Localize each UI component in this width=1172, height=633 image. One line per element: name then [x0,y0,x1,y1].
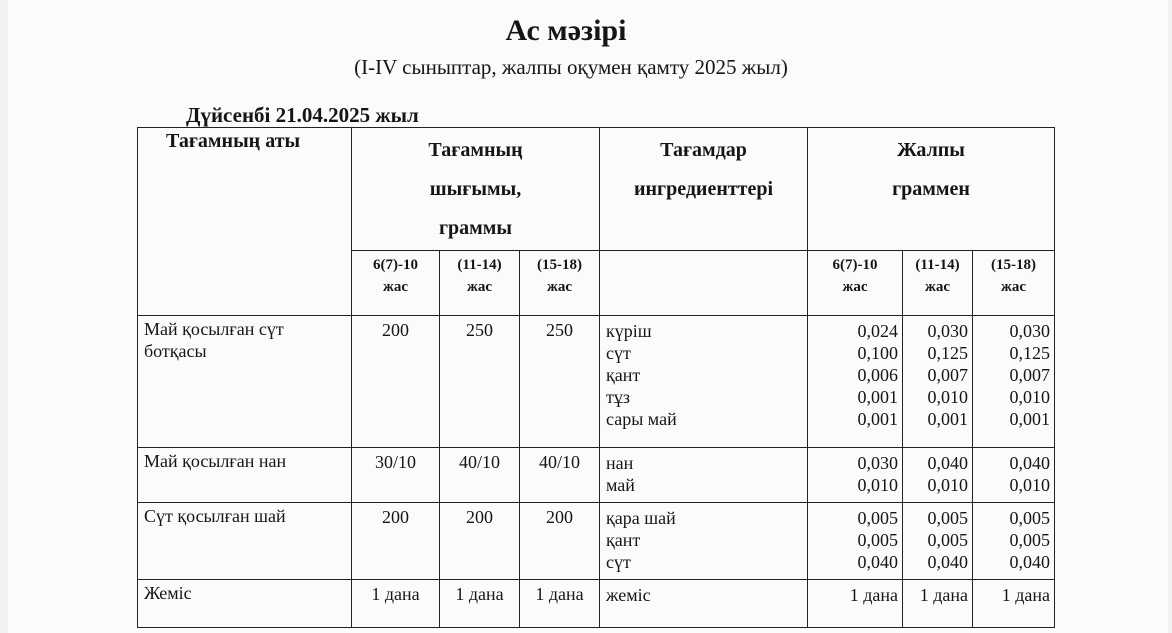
dish-yield: 40/10 [440,448,520,503]
dish-yield: 1 дана [352,580,440,628]
header-yield-line: шығымы, [429,178,522,200]
gram-value: 0,040 [1009,552,1051,572]
ingredient-item: нан [606,453,634,473]
dish-yield: 40/10 [520,448,600,503]
gram-value: 0,030 [927,321,969,341]
header-total-line: Жалпы [897,139,965,161]
gram-value: 0,125 [927,343,969,363]
ingredient-item: қант [606,530,641,550]
ingredient-item: сүт [606,343,631,363]
dish-yield: 250 [440,316,520,448]
ingredients-list [600,448,808,503]
page-title: Ас мәзірі [505,14,627,47]
ingredient-item: қара шай [606,508,676,528]
gram-column [903,503,973,580]
gram-value: 1 дана [919,585,969,605]
gram-value: 0,005 [927,508,969,528]
gram-column [903,316,973,448]
header-ingredients [600,128,808,251]
gram-value: 0,040 [857,552,899,572]
gram-column [808,448,903,503]
header-age-total-2: (11-14) жас [903,251,973,316]
table-row [138,316,1055,448]
header-age-yield-3: (15-18) жас [520,251,600,316]
gram-value: 0,010 [857,475,899,495]
header-total [808,128,1055,251]
ingredient-item: күріш [606,321,652,341]
gram-value: 0,040 [927,453,969,473]
header-age-total-3: (15-18) жас [973,251,1055,316]
gram-value: 0,010 [1009,475,1051,495]
gram-value: 0,040 [927,552,969,572]
ingredient-item: жеміс [606,585,651,605]
dish-name-line: Май қосылған нан [144,451,287,471]
gram-value: 0,100 [857,343,899,363]
gram-column [973,503,1055,580]
header-dish-name: Тағамның аты [138,128,352,316]
table-row [138,448,1055,503]
dish-name-line: ботқасы [144,341,207,361]
menu-table-body [138,316,1055,628]
header-ingredients-line: Тағамдар [660,139,747,161]
gram-value: 0,007 [1009,365,1051,385]
dish-name [138,503,352,580]
gram-column [973,316,1055,448]
dish-yield: 200 [352,316,440,448]
gram-value: 0,005 [857,508,899,528]
gram-value: 1 дана [849,585,899,605]
header-age-yield-1: 6(7)-10 жас [352,251,440,316]
gram-value: 0,001 [1009,409,1051,429]
dish-name-line: Май қосылған сүт [144,319,284,339]
table-row [138,580,1055,628]
ingredients-list [600,316,808,448]
gram-column [903,580,973,628]
gram-column [973,580,1055,628]
dish-name [138,316,352,448]
dish-name [138,448,352,503]
gram-column [808,316,903,448]
gram-value: 0,030 [857,453,899,473]
page-subtitle: (I-IV сыныптар, жалпы оқумен қамту 2025 жыл) [354,55,788,79]
gram-column [903,448,973,503]
gram-value: 0,040 [1009,453,1051,473]
dish-yield: 200 [440,503,520,580]
gram-value: 0,024 [857,321,899,341]
gram-value: 0,005 [857,530,899,550]
header-ingredients-line: ингредиенттері [633,178,774,200]
gram-value: 0,030 [1009,321,1051,341]
ingredient-item: сүт [606,552,631,572]
ingredients-list [600,580,808,628]
gram-value: 0,001 [857,387,899,407]
header-ingredients-blank [600,251,808,316]
ingredient-item: май [606,475,635,495]
gram-value: 0,005 [1009,530,1051,550]
dish-yield: 1 дана [440,580,520,628]
gram-value: 1 дана [1001,585,1051,605]
dish-yield: 200 [520,503,600,580]
ingredient-item: тұз [606,387,630,407]
dish-name-line: Жеміс [144,583,192,603]
ingredient-item: қант [606,365,641,385]
gram-column [973,448,1055,503]
gram-value: 0,125 [1009,343,1051,363]
dish-name-line: Сүт қосылған шай [144,506,286,526]
dish-name [138,580,352,628]
menu-table [137,127,1055,628]
gram-value: 0,005 [1009,508,1051,528]
gram-column [808,503,903,580]
gram-value: 0,001 [857,409,899,429]
gram-value: 0,007 [927,365,969,385]
dish-yield: 200 [352,503,440,580]
ingredients-list [600,503,808,580]
header-yield-line: Тағамның [428,139,523,161]
gram-value: 0,010 [1009,387,1051,407]
gram-column [808,580,903,628]
ingredient-item: сары май [606,409,677,429]
dish-yield: 250 [520,316,600,448]
day-heading: Дүйсенбі 21.04.2025 жыл [186,103,419,127]
dish-yield: 1 дана [520,580,600,628]
gram-value: 0,006 [857,365,899,385]
gram-value: 0,010 [927,475,969,495]
gram-value: 0,005 [927,530,969,550]
table-row [138,503,1055,580]
header-yield [352,128,600,251]
header-yield-line: граммы [438,217,513,239]
header-age-total-1: 6(7)-10 жас [808,251,903,316]
dish-yield: 30/10 [352,448,440,503]
header-age-yield-2: (11-14) жас [440,251,520,316]
gram-value: 0,001 [927,409,969,429]
header-total-line: граммен [892,178,970,200]
gram-value: 0,010 [927,387,969,407]
